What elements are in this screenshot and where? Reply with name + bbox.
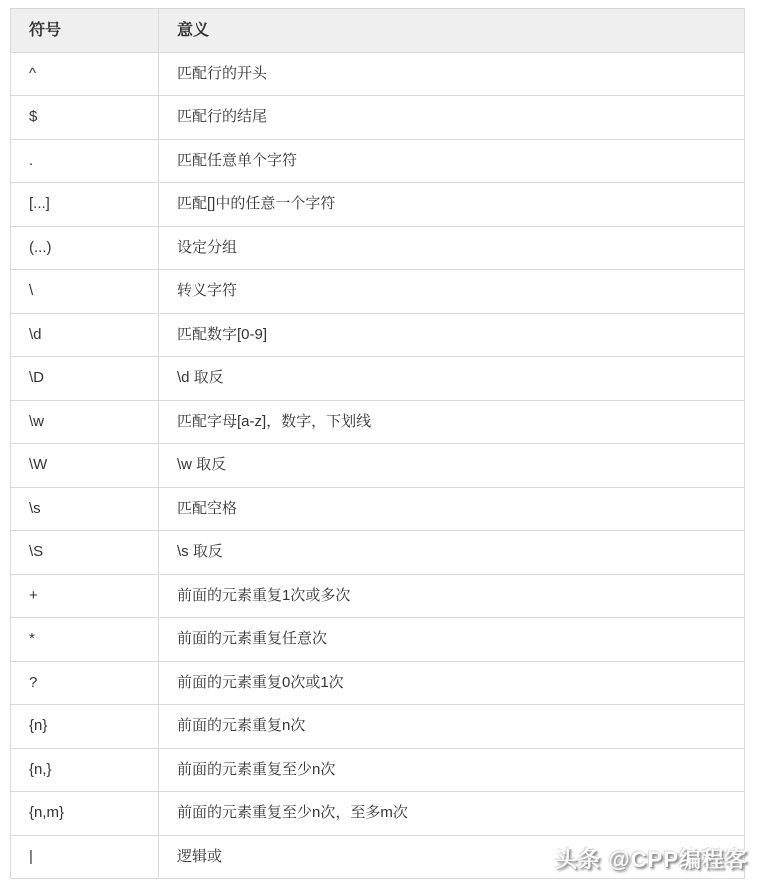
column-header-symbol: 符号	[11, 9, 159, 53]
symbol-cell: |	[11, 835, 159, 879]
meaning-cell: 设定分组	[159, 226, 745, 270]
symbol-cell: \d	[11, 313, 159, 357]
table-row	[11, 531, 745, 575]
meaning-cell: 匹配行的开头	[159, 52, 745, 96]
symbol-cell: [...]	[11, 183, 159, 227]
symbol-cell: \s	[11, 487, 159, 531]
table-row	[11, 661, 745, 705]
meaning-cell: 前面的元素重复n次	[159, 705, 745, 749]
table-row	[11, 226, 745, 270]
table-row	[11, 52, 745, 96]
table-row	[11, 444, 745, 488]
meaning-cell: 前面的元素重复至少n次，至多m次	[159, 792, 745, 836]
table-row	[11, 96, 745, 140]
symbol-cell: {n,m}	[11, 792, 159, 836]
table-row	[11, 618, 745, 662]
symbol-cell: (...)	[11, 226, 159, 270]
table-header-row	[11, 9, 745, 53]
meaning-cell: 匹配任意单个字符	[159, 139, 745, 183]
table-row	[11, 270, 745, 314]
table-row	[11, 183, 745, 227]
column-header-meaning: 意义	[159, 9, 745, 53]
watermark-text: 头条 @CPP编程客	[555, 847, 748, 872]
regex-symbols-table	[10, 8, 745, 879]
meaning-cell: 前面的元素重复任意次	[159, 618, 745, 662]
meaning-cell: 前面的元素重复0次或1次	[159, 661, 745, 705]
meaning-cell: \s 取反	[159, 531, 745, 575]
meaning-cell: \w 取反	[159, 444, 745, 488]
table-row	[11, 792, 745, 836]
symbol-cell: {n,}	[11, 748, 159, 792]
symbol-cell: \w	[11, 400, 159, 444]
table-row	[11, 139, 745, 183]
symbol-cell: +	[11, 574, 159, 618]
symbol-cell: \D	[11, 357, 159, 401]
symbol-cell: \S	[11, 531, 159, 575]
symbol-cell: .	[11, 139, 159, 183]
table-row	[11, 705, 745, 749]
table-row	[11, 487, 745, 531]
meaning-cell: 逻辑或	[159, 835, 745, 879]
table-row	[11, 357, 745, 401]
meaning-cell: 前面的元素重复1次或多次	[159, 574, 745, 618]
table-body	[11, 52, 745, 879]
meaning-cell: 匹配[]中的任意一个字符	[159, 183, 745, 227]
symbol-cell: ^	[11, 52, 159, 96]
meaning-cell: 匹配数字[0-9]	[159, 313, 745, 357]
meaning-cell: 匹配空格	[159, 487, 745, 531]
meaning-cell: 匹配字母[a-z]，数字，下划线	[159, 400, 745, 444]
table-row	[11, 313, 745, 357]
meaning-cell: 匹配行的结尾	[159, 96, 745, 140]
meaning-cell: 转义字符	[159, 270, 745, 314]
meaning-cell: \d 取反	[159, 357, 745, 401]
symbol-cell: $	[11, 96, 159, 140]
table-row	[11, 400, 745, 444]
symbol-cell: ?	[11, 661, 159, 705]
symbol-cell: \	[11, 270, 159, 314]
symbol-cell: \W	[11, 444, 159, 488]
symbol-cell: {n}	[11, 705, 159, 749]
symbol-cell: *	[11, 618, 159, 662]
watermark	[555, 843, 748, 874]
meaning-cell: 前面的元素重复至少n次	[159, 748, 745, 792]
table-row	[11, 574, 745, 618]
table-row	[11, 748, 745, 792]
